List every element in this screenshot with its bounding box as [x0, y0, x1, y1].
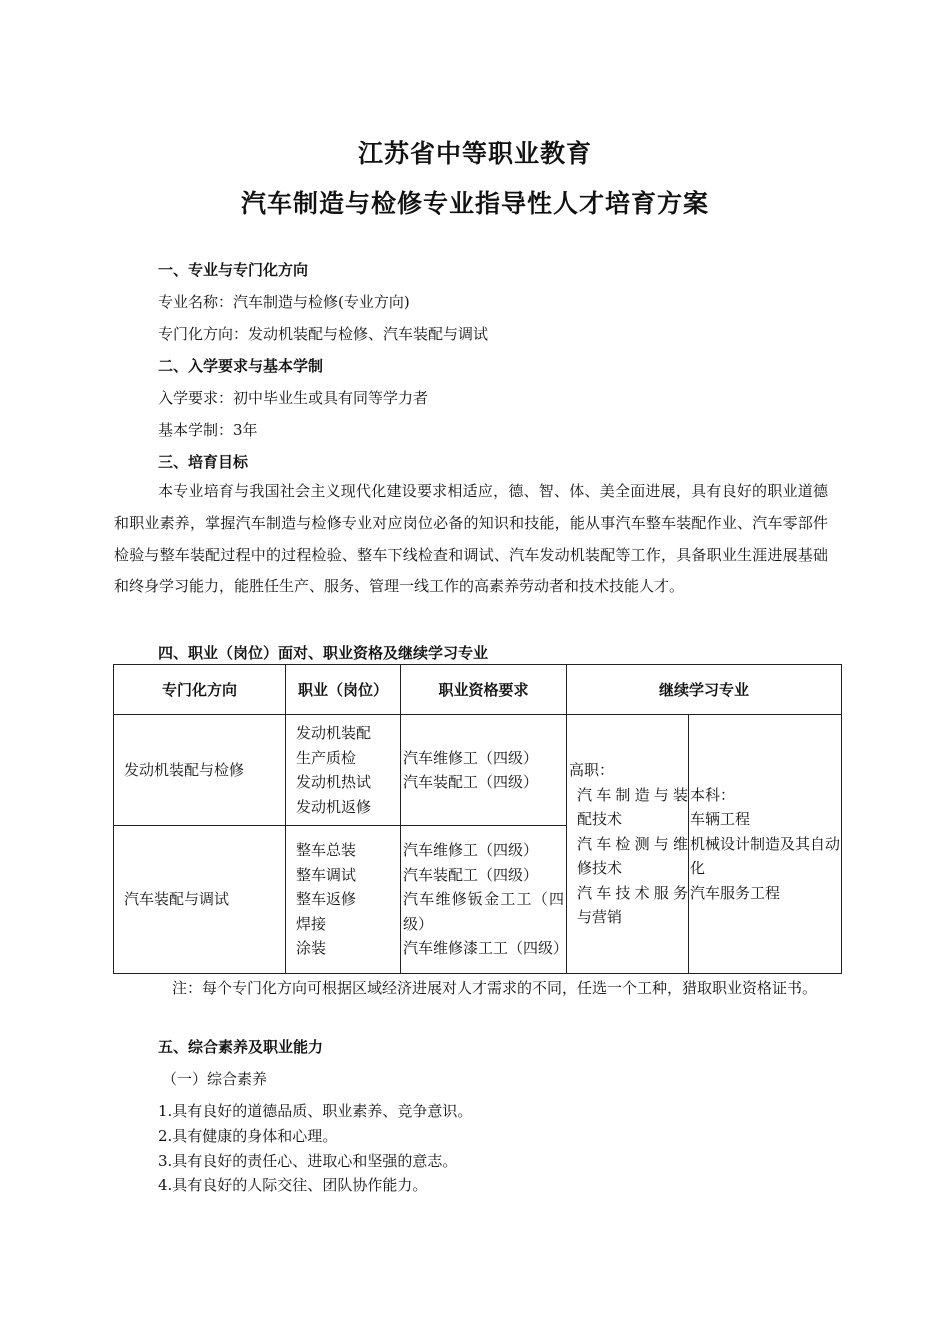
specialization-directions: 专门化方向：发动机装配与检修、汽车装配与调试	[158, 325, 489, 343]
undergraduate-item: 机械设计制造及其自动化	[690, 834, 841, 878]
row2-qualifications	[401, 826, 567, 974]
undergraduate-item: 车辆工程	[690, 810, 751, 829]
qualification-item: 汽车维修钣金工工（四级）	[403, 890, 564, 933]
document-title-line2: 汽车制造与检修专业指导性人才培育方案	[240, 189, 709, 218]
program-duration: 基本学制：3年	[158, 421, 258, 439]
position-item: 整车返修	[296, 890, 357, 909]
header-direction: 专门化方向	[114, 665, 286, 715]
position-item: 生产质检	[296, 748, 357, 767]
section2-heading: 二、入学要求与基本学制	[158, 357, 324, 375]
row2-direction: 汽车装配与调试	[114, 826, 286, 974]
header-position: 职业（岗位）	[286, 665, 401, 715]
section3-heading: 三、培育目标	[158, 453, 249, 471]
section5-subheading: （一）综合素养	[162, 1070, 268, 1088]
row1-positions	[286, 715, 401, 826]
position-item: 发动机热试	[296, 773, 372, 791]
qualification-item: 汽车装配工（四级）	[403, 773, 539, 791]
header-qualification: 职业资格要求	[401, 665, 567, 715]
undergraduate-item: 汽车服务工程	[690, 883, 781, 902]
higher-vocational-cell	[567, 715, 689, 974]
higher-vocational-item-cont: 修技术	[577, 859, 623, 878]
header-further-study: 继续学习专业	[567, 665, 842, 715]
qualification-item: 汽车维修漆工工（四级）	[403, 939, 569, 958]
position-item: 涂装	[296, 939, 327, 958]
table-note: 注：每个专门化方向可根据区域经济进展对人才需求的不同，任选一个工种，猎取职业资格证书。	[172, 979, 818, 997]
table-row	[114, 715, 842, 826]
row1-direction: 发动机装配与检修	[114, 715, 286, 826]
higher-vocational-item: 汽车技术服务	[577, 883, 688, 902]
major-name: 专业名称：汽车制造与检修(专业方向)	[158, 293, 410, 311]
row1-qualifications	[401, 715, 567, 826]
higher-vocational-item: 汽车制造与装	[577, 785, 688, 804]
position-item: 焊接	[296, 914, 327, 933]
list-item: 4.具有良好的人际交往、团队协作能力。	[158, 1176, 428, 1194]
list-item: 1.具有良好的道德品质、职业素养、竞争意识。	[158, 1102, 473, 1120]
list-item: 2.具有健康的身体和心理。	[158, 1127, 338, 1145]
qualification-item: 汽车装配工（四级）	[403, 865, 539, 884]
section1-heading: 一、专业与专门化方向	[158, 261, 309, 279]
higher-vocational-label: 高职：	[569, 761, 615, 780]
higher-vocational-item: 汽车检测与维	[577, 834, 688, 853]
position-item: 整车总装	[296, 841, 357, 860]
undergraduate-cell	[689, 715, 842, 974]
document-title-line1: 江苏省中等职业教育	[357, 139, 592, 168]
higher-vocational-item-cont: 配技术	[577, 810, 623, 829]
position-item: 整车调试	[296, 865, 357, 884]
career-table	[113, 664, 842, 974]
undergraduate-label: 本科：	[690, 785, 736, 804]
higher-vocational-item-cont: 与营销	[577, 908, 623, 927]
qualification-item: 汽车维修工（四级）	[403, 841, 539, 860]
section5-heading: 五、综合素养及职业能力	[158, 1038, 324, 1056]
table-header-row	[114, 665, 842, 715]
admission-requirement: 入学要求：初中毕业生或具有同等学力者	[158, 389, 429, 407]
section4-heading: 四、职业（岗位）面对、职业资格及继续学习专业	[158, 644, 489, 662]
row2-positions	[286, 826, 401, 974]
qualification-item: 汽车维修工（四级）	[403, 748, 539, 767]
training-goal-paragraph: 本专业培育与我国社会主义现代化建设要求相适应，德、智、体、美全面进展，具有良好的职业道德和职业素养，掌握汽车制造与检修专业对应岗位必备的知识和技能，能从事汽车整车装配作业、汽车零部件检验与整车装配过程中的过程检验、整车下线检查和调试、汽车发动机装配等工作，具备职业生涯进展基础和终身学习能力，能胜任生产、服务、管理一线工作的高素养劳动者和技术技能人才。	[114, 482, 828, 596]
list-item: 3.具有良好的责任心、进取心和坚强的意志。	[158, 1152, 458, 1170]
position-item: 发动机装配	[296, 724, 372, 742]
position-item: 发动机返修	[296, 797, 372, 816]
